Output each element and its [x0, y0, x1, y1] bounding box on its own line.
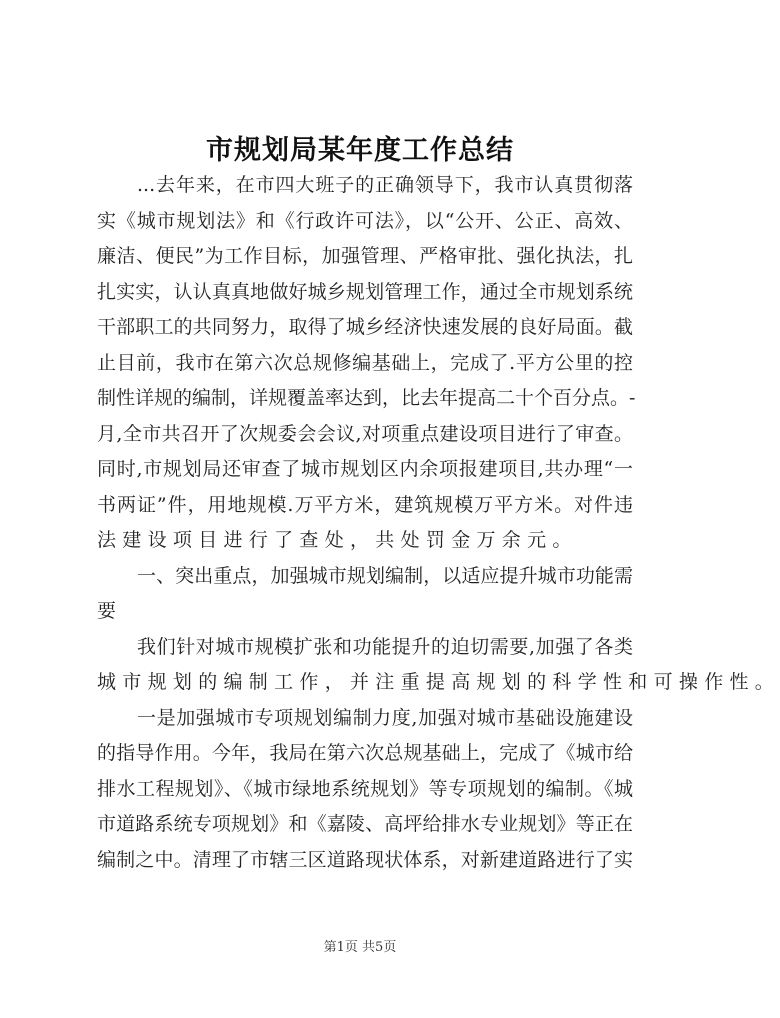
text-line: 月,全市共召开了次规委会会议,对项重点建设项目进行了审查。 [97, 422, 633, 445]
text-line: 法建设项目进行了查处，共处罚金万余元。 [97, 529, 578, 551]
document-body [97, 168, 780, 878]
text-line: 扎实实，认认真真地做好城乡规划管理工作，通过全市规划系统 [97, 280, 633, 303]
text-line: 干部职工的共同努力，取得了城乡经济快速发展的良好局面。截 [97, 316, 633, 338]
text-line: 排水工程规划》、《城市绿地系统规划》等专项规划的编制。《城 [97, 777, 633, 800]
text-line: 一是加强城市专项规划编制力度,加强对城市基础设施建设 [137, 706, 633, 729]
text-line: 要 [97, 600, 123, 622]
text-line: 实《城市规划法》和《行政许可法》，以“公开、公正、高效、 [97, 209, 633, 232]
text-line: 我们针对城市规模扩张和功能提升的迫切需要,加强了各类 [137, 635, 633, 658]
page-footer: 第1页 共5页 [323, 940, 397, 955]
text-line: 止目前，我市在第六次总规修编基础上，完成了.平方公里的控 [97, 351, 633, 374]
text-line: 编制之中。清理了市辖三区道路现状体系，对新建道路进行了实 [97, 848, 633, 871]
text-line: 市道路系统专项规划》和《嘉陵、高坪给排水专业规划》等正在 [97, 813, 633, 835]
text-line: ...去年来，在市四大班子的正确领导下，我市认真贯彻落 [137, 174, 633, 196]
text-line: 城市规划的编制工作，并注重提高规划的科学性和可操作性。 [97, 671, 780, 693]
text-line: 的指导作用。今年，我局在第六次总规基础上，完成了《城市给 [97, 742, 633, 764]
text-line: 廉洁、便民”为工作目标，加强管理、严格审批、强化执法，扎 [97, 245, 633, 267]
text-line: 一、突出重点，加强城市规划编制，以适应提升城市功能需 [137, 564, 633, 587]
text-line: 制性详规的编制，详规覆盖率达到，比去年提高二十个百分点。- [97, 387, 636, 409]
text-line: 同时,市规划局还审查了城市规划区内余项报建项目,共办理“一 [97, 458, 633, 480]
document-title: 市规划局某年度工作总结 [206, 135, 514, 166]
text-line: 书两证”件，用地规模.万平方米，建筑规模万平方米。对件违 [97, 493, 633, 516]
